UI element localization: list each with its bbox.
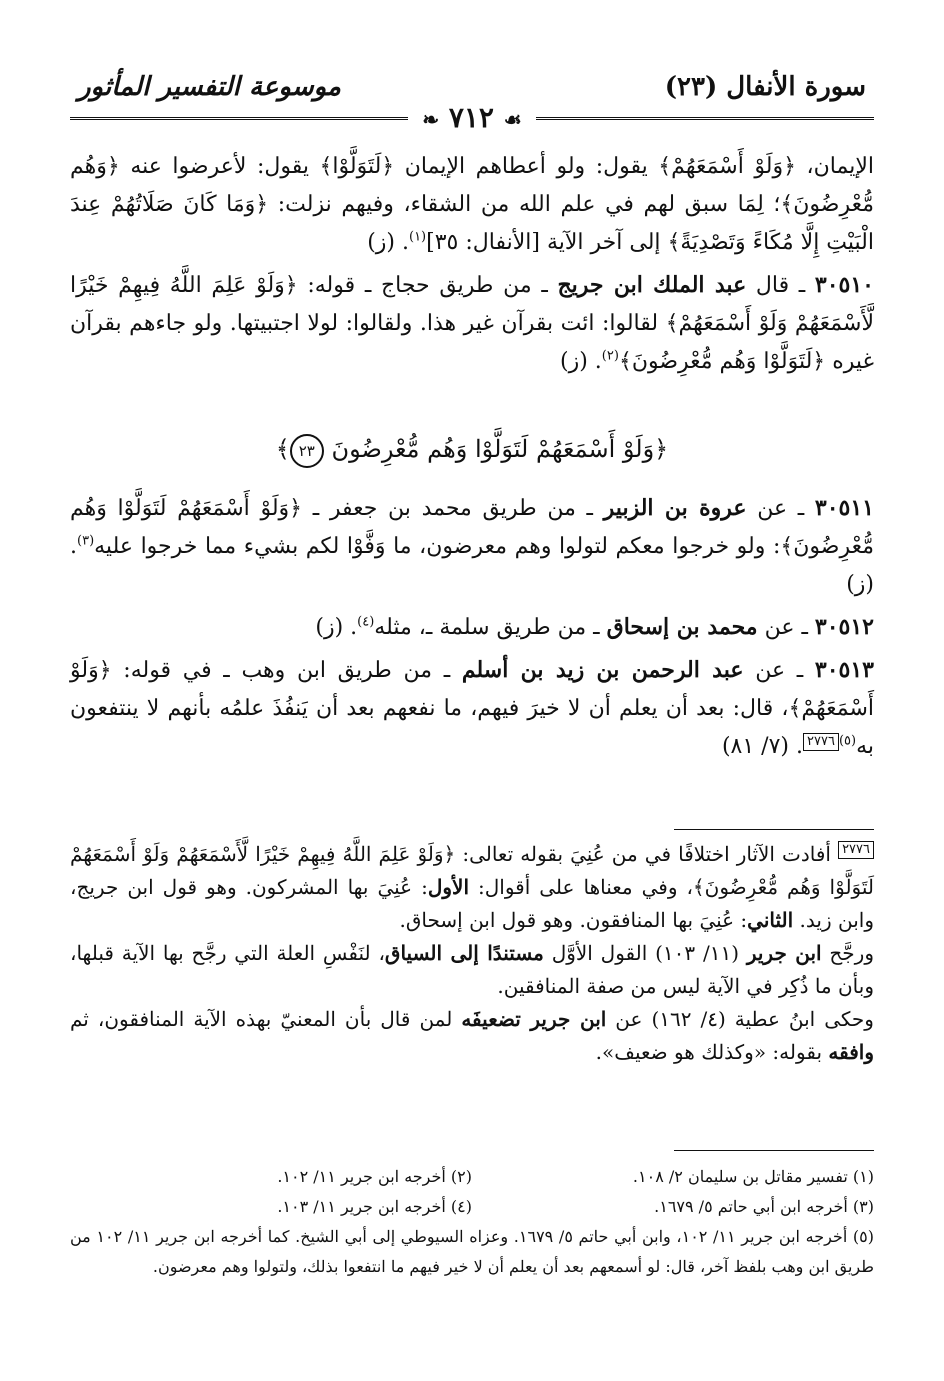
footnotes <box>70 1162 874 1282</box>
commentary-para-2: ورجَّح ابن جرير (١١/ ١٠٣) القول الأوَّل مستندًا إلى السياق، لنَفْسِ العلة التي رجَّح بها الآية قبلها، وبأن ما ذُكِر في الآية ليس من صفة المنافقين. <box>70 941 874 998</box>
narration-30513: ٣٠٥١٣ ـ عن عبد الرحمن بن زيد بن أسلم ـ من طريق ابن وهب ـ في قوله: ﴿وَلَوْ أَسْمَعَهُمْ﴾، قال: بعد أن يعلم أن لا خيرَ فيهم، ما نفعهم بعد أن يَنفُذَ علمُه بأنهم لا ينتفعون به$^{(٥)}$٢٧٧٦. (٧/ ٨١) <box>70 657 874 759</box>
verse-heading: ﴿وَلَوْ أَسْمَعَهُمْ لَتَوَلَّوْا وَهُم مُّعْرِضُونَ ٢٣﴾ <box>70 429 874 469</box>
footnote-separator <box>674 1150 874 1151</box>
verse-number: ٢٣ <box>290 434 324 468</box>
commentary-block <box>70 838 874 1069</box>
footnote-5: (٥) أخرجه ابن جرير ١١/ ١٠٢، وابن أبي حاتم ٥/ ١٦٧٩. وعزاه السيوطي إلى أبي الشيخ. كما أخرجه ابن جرير ١١/ ١٠٢ من طريق ابن وهب بلفظ آخر، قال: لو أسمعهم بعد أن يعلم أن لا خير فيهم ما انتفعوا بذلك، ولتولوا وهم معرضون. <box>70 1227 875 1276</box>
book-title-header: موسوعة التفسير المأثور <box>78 72 341 102</box>
commentary-para-1: ٢٧٧٦ أفادت الآثار اختلافًا في من عُنِيَ بقوله تعالى: ﴿وَلَوْ عَلِمَ اللَّهُ فِيهِمْ خَيْرًا لَّأَسْمَعَهُمْ وَلَوْ أَسْمَعَهُمْ لَتَوَلَّوْا وَهُم مُّعْرِضُونَ﴾، وفي معناها على أقوال: الأول: عُنِيَ بها المشركون. وهو قول ابن جريج، وابن زيد. الثاني: عُنِيَ بها المنافقون. وهو قول ابن إسحاق. <box>70 842 874 932</box>
footnote-3: (٣) أخرجه ابن أبي حاتم ٥/ ١٦٧٩. <box>654 1197 874 1216</box>
footnote-1: (١) تفسير مقاتل بن سليمان ٢/ ١٠٨. <box>632 1167 874 1186</box>
footnote-2: (٢) أخرجه ابن جرير ١١/ ١٠٢. <box>277 1167 472 1186</box>
narration-30511: ٣٠٥١١ ـ عن عروة بن الزبير ـ من طريق محمد بن جعفر ـ ﴿وَلَوْ أَسْمَعَهُمْ لَتَوَلَّوْا وَهُم مُّعْرِضُونَ﴾: ولو خرجوا معكم لتولوا وهم معرضون، ما وَفَّوْا لكم بشيء مما خرجوا عليه$^{(٣)}$. (ز) <box>70 495 874 597</box>
commentary-para-3: وحكى ابنُ عطية (٤/ ١٦٢) عن ابن جرير تضعيفَه لمن قال بأن المعنيّ بهذه الآية المنافقون، ثم وافقه بقوله: «وكذلك هو ضعيف». <box>70 1007 874 1064</box>
surah-header: سورة الأنفال (٢٣) <box>664 72 866 102</box>
paragraph-continuation: الإيمان، ﴿وَلَوْ أَسْمَعَهُمْ﴾ يقول: ولو أعطاهم الإيمان ﴿لَتَوَلَّوْا﴾ يقول: لأعرضوا عنه ﴿وَهُم مُّعْرِضُونَ﴾؛ لِمَا سبق لهم في علم الله من الشقاء، وفيهم نزلت: ﴿وَمَا كَانَ صَلَاتُهُمْ عِندَ الْبَيْتِ إِلَّا مُكَاءً وَتَصْدِيَةً﴾ إلى آخر الآية [الأنفال: ٣٥]$^{(١)}$. (ز) <box>70 154 874 255</box>
page-number-box <box>408 103 535 135</box>
page-number: ٧١٢ <box>448 101 494 134</box>
commentary-number-box: ٢٧٧٦ <box>838 841 874 859</box>
main-text <box>70 148 874 770</box>
ornament-icon: ❧ <box>422 107 440 132</box>
narration-30510: ٣٠٥١٠ ـ قال عبد الملك ابن جريج ـ من طريق حجاج ـ قوله: ﴿وَلَوْ عَلِمَ اللَّهُ فِيهِمْ خَيْرًا لَّأَسْمَعَهُمْ وَلَوْ أَسْمَعَهُمْ﴾ لقالوا: ائت بقرآن غير هذا. ولقالوا: لولا اجتبيتها. ولو جاءهم بقرآن غيره ﴿لَتَوَلَّوْا وَهُم مُّعْرِضُونَ﴾$^{(٢)}$. (ز) <box>70 272 874 374</box>
ornament-icon: ☙ <box>503 107 522 132</box>
commentary-ref-box: ٢٧٧٦ <box>803 733 839 751</box>
footnote-4: (٤) أخرجه ابن جرير ١١/ ١٠٣. <box>277 1197 472 1216</box>
narration-30512: ٣٠٥١٢ ـ عن محمد بن إسحاق ـ من طريق سلمة ـ، مثله$^{(٤)}$. (ز) <box>315 614 874 640</box>
commentary-separator <box>674 829 874 830</box>
